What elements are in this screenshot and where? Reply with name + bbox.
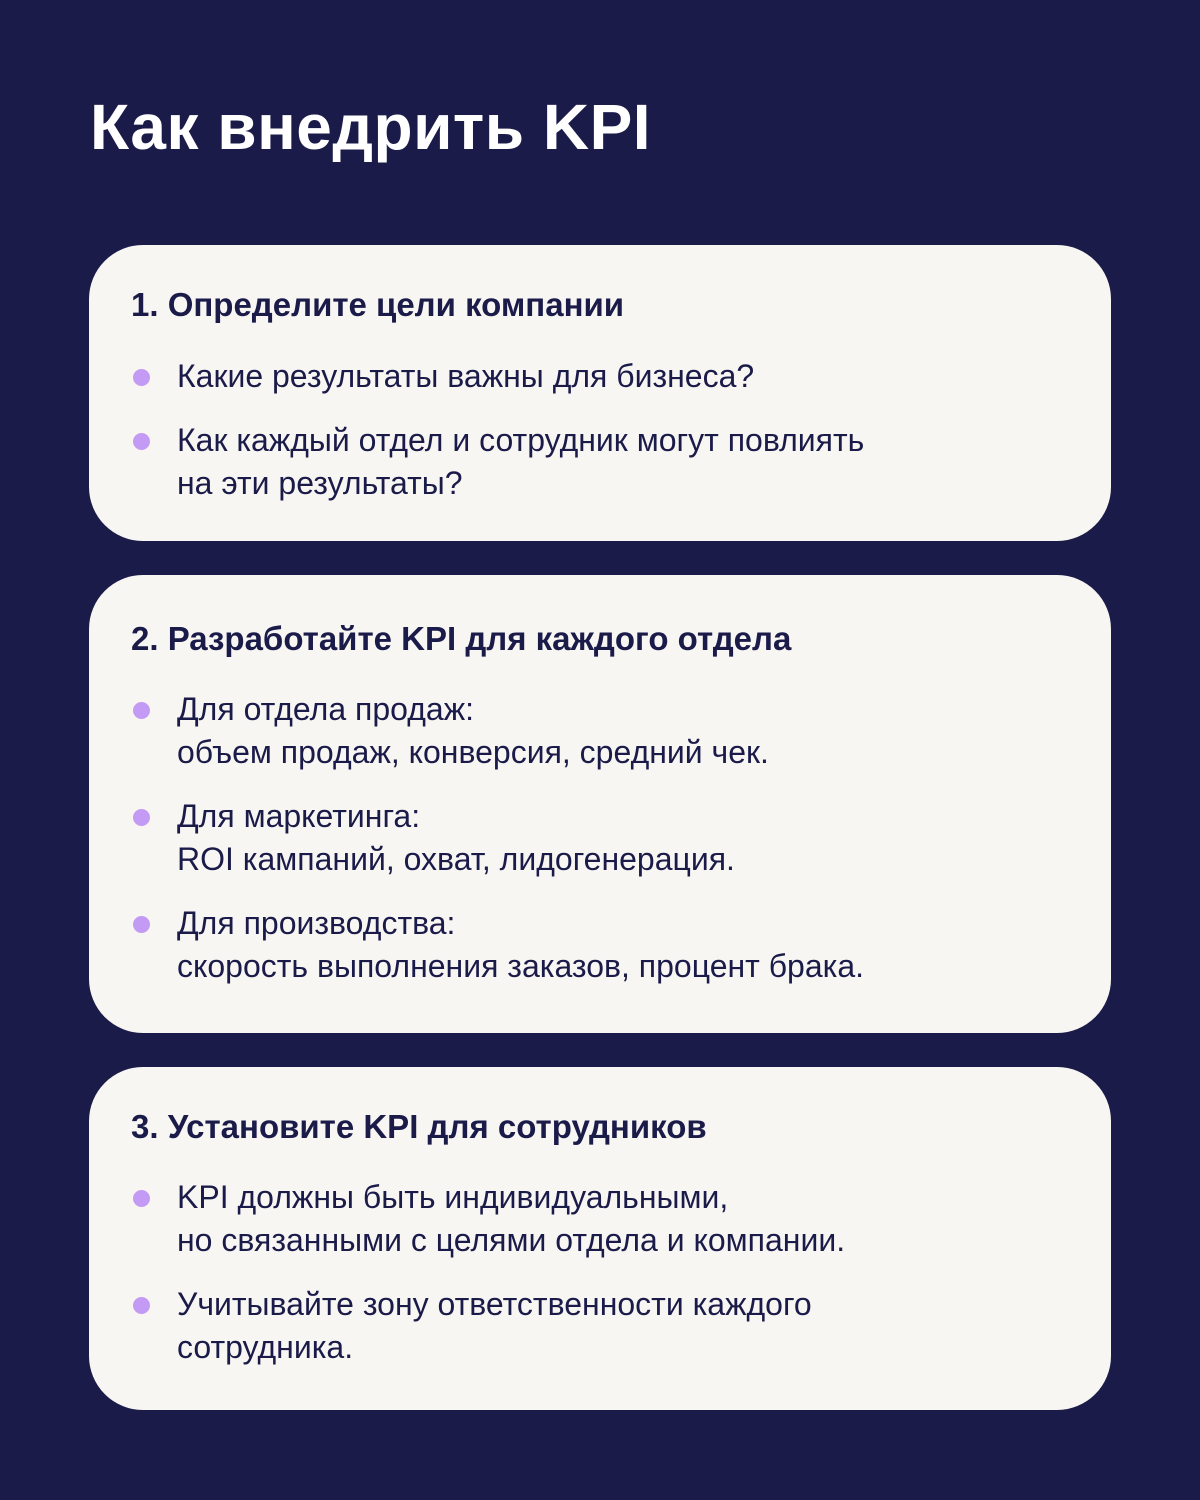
bullet-line: KPI должны быть индивидуальными,	[177, 1179, 729, 1215]
bullet-item	[131, 795, 735, 881]
bullet-item	[131, 1283, 812, 1369]
bullet-line: Для отдела продаж:	[177, 691, 474, 727]
bullet-line: Для производства:	[177, 905, 456, 941]
bullet-item	[131, 902, 864, 988]
step-card-1	[89, 245, 1111, 541]
bullet-line: Для маркетинга:	[177, 798, 421, 834]
bullet-line: скорость выполнения заказов, процент брака.	[177, 948, 865, 984]
step-heading: 3. Установите KPI для сотрудников	[131, 1108, 707, 1145]
step-card-2	[89, 575, 1111, 1033]
bullet-item	[131, 419, 864, 505]
page-title: Как внедрить KPI	[90, 91, 652, 163]
bullet-line: Какие результаты важны для бизнеса?	[177, 358, 755, 394]
bullet-item	[131, 1176, 845, 1262]
step-heading: 2. Разработайте KPI для каждого отдела	[131, 620, 792, 657]
bullet-line: но связанными с целями отдела и компании.	[177, 1222, 846, 1258]
step-heading: 1. Определите цели компании	[131, 286, 625, 323]
bullet-item	[131, 355, 754, 398]
bullet-item	[131, 688, 769, 774]
bullet-line: на эти результаты?	[177, 465, 463, 501]
bullet-line: ROI кампаний, охват, лидогенерация.	[177, 841, 735, 877]
bullet-line: объем продаж, конверсия, средний чек.	[177, 734, 769, 770]
bullet-line: Учитывайте зону ответственности каждого	[177, 1286, 812, 1322]
bullet-line: сотрудника.	[177, 1329, 354, 1365]
bullet-line: Как каждый отдел и сотрудник могут повлиять	[177, 422, 865, 458]
step-card-3	[89, 1067, 1111, 1410]
